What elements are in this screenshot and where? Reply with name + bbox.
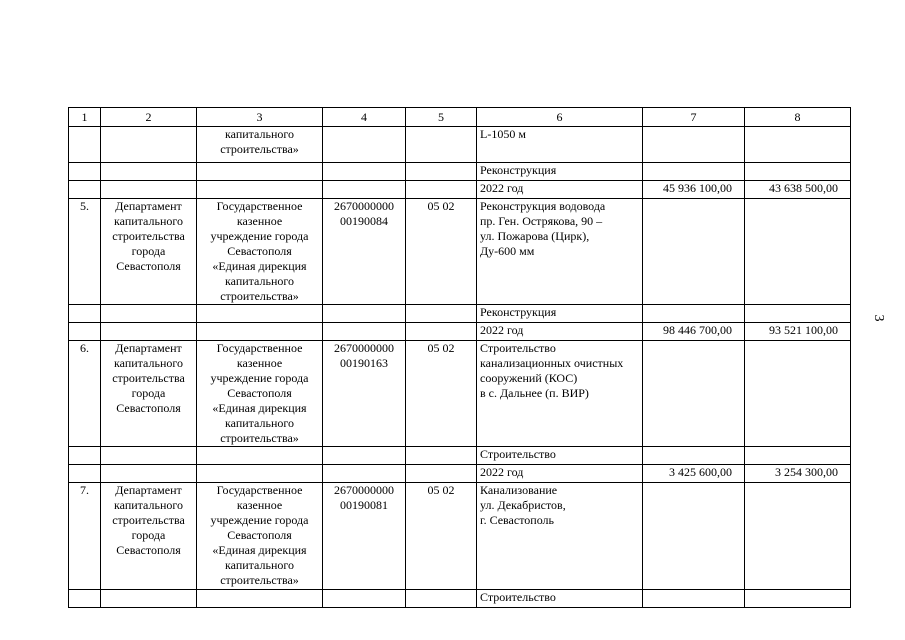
table-cell-2: Департамент капитального строительства города Севастополя <box>101 483 197 590</box>
table-row <box>69 199 851 305</box>
table-cell-2 <box>101 465 197 483</box>
table-cell-6: Реконструкция <box>477 305 643 323</box>
table-cell-7: 45 936 100,00 <box>643 181 745 199</box>
table-cell-3 <box>197 181 323 199</box>
table-cell-4 <box>323 447 406 465</box>
table-row <box>69 447 851 465</box>
col-header: 6 <box>477 108 643 127</box>
table-cell-7 <box>643 447 745 465</box>
table-cell-4 <box>323 465 406 483</box>
table-body <box>69 108 851 608</box>
table-cell-1: 7. <box>69 483 101 590</box>
table-cell-2 <box>101 305 197 323</box>
table-cell-3: капитального строительства» <box>197 127 323 163</box>
table-cell-3 <box>197 447 323 465</box>
table-cell-4 <box>323 590 406 608</box>
table-cell-6: L-1050 м <box>477 127 643 163</box>
table-cell-2: Департамент капитального строительства города Севастополя <box>101 199 197 305</box>
table-cell-5 <box>406 465 477 483</box>
table-cell-1 <box>69 323 101 341</box>
table-cell-1: 6. <box>69 341 101 447</box>
table-cell-3: Государственное казенное учреждение города Севастополя «Единая дирекция капитального строительства» <box>197 341 323 447</box>
table-cell-1 <box>69 465 101 483</box>
table-cell-7 <box>643 127 745 163</box>
table-cell-4 <box>323 305 406 323</box>
table-cell-7 <box>643 483 745 590</box>
table-cell-7 <box>643 590 745 608</box>
col-header: 7 <box>643 108 745 127</box>
table-cell-8: 3 254 300,00 <box>745 465 851 483</box>
table-cell-6: 2022 год <box>477 465 643 483</box>
table-cell-1 <box>69 181 101 199</box>
table-row <box>69 465 851 483</box>
table-cell-5: 05 02 <box>406 483 477 590</box>
table-cell-4: 2670000000 00190081 <box>323 483 406 590</box>
table-cell-2 <box>101 181 197 199</box>
table-cell-5 <box>406 181 477 199</box>
table-cell-6: Канализование ул. Декабристов, г. Севастополь <box>477 483 643 590</box>
table-cell-2 <box>101 127 197 163</box>
table-cell-5: 05 02 <box>406 341 477 447</box>
table-cell-6: Строительство <box>477 590 643 608</box>
table-cell-4 <box>323 323 406 341</box>
table-cell-6: Строительство <box>477 447 643 465</box>
table-cell-8 <box>745 305 851 323</box>
table-cell-6: 2022 год <box>477 323 643 341</box>
table-row <box>69 341 851 447</box>
table-cell-1: 5. <box>69 199 101 305</box>
table-cell-8 <box>745 127 851 163</box>
table-cell-8: 43 638 500,00 <box>745 181 851 199</box>
table-cell-5 <box>406 590 477 608</box>
table-cell-8 <box>745 590 851 608</box>
table-cell-7 <box>643 163 745 181</box>
table-row <box>69 163 851 181</box>
table-cell-8 <box>745 341 851 447</box>
table-cell-2 <box>101 323 197 341</box>
table-row <box>69 305 851 323</box>
table-cell-8 <box>745 447 851 465</box>
table-row <box>69 127 851 163</box>
table-cell-3 <box>197 465 323 483</box>
table-cell-8 <box>745 199 851 305</box>
table-cell-3 <box>197 163 323 181</box>
table-cell-2: Департамент капитального строительства города Севастополя <box>101 341 197 447</box>
table-cell-1 <box>69 590 101 608</box>
header-row <box>69 108 851 127</box>
table-cell-5 <box>406 163 477 181</box>
table-cell-4: 2670000000 00190163 <box>323 341 406 447</box>
table-cell-2 <box>101 590 197 608</box>
table-row <box>69 323 851 341</box>
table-cell-8 <box>745 483 851 590</box>
table-cell-3 <box>197 590 323 608</box>
table-row <box>69 590 851 608</box>
table-cell-4 <box>323 163 406 181</box>
col-header: 5 <box>406 108 477 127</box>
table-cell-4 <box>323 181 406 199</box>
col-header: 3 <box>197 108 323 127</box>
table-cell-1 <box>69 163 101 181</box>
table-cell-5: 05 02 <box>406 199 477 305</box>
table-cell-6: Реконструкция <box>477 163 643 181</box>
table-cell-3: Государственное казенное учреждение города Севастополя «Единая дирекция капитального строительства» <box>197 483 323 590</box>
table-cell-6: Строительство канализационных очистных сооружений (КОС) в с. Дальнее (п. ВИР) <box>477 341 643 447</box>
col-header: 4 <box>323 108 406 127</box>
budget-table <box>68 107 851 608</box>
table-cell-5 <box>406 323 477 341</box>
table-cell-4: 2670000000 00190084 <box>323 199 406 305</box>
table-cell-5 <box>406 127 477 163</box>
table-cell-7 <box>643 341 745 447</box>
table-cell-7 <box>643 305 745 323</box>
table-cell-4 <box>323 127 406 163</box>
table-cell-5 <box>406 305 477 323</box>
col-header: 8 <box>745 108 851 127</box>
table-cell-6: 2022 год <box>477 181 643 199</box>
table-cell-1 <box>69 447 101 465</box>
col-header: 1 <box>69 108 101 127</box>
table-cell-2 <box>101 163 197 181</box>
table-cell-1 <box>69 127 101 163</box>
table-cell-2 <box>101 447 197 465</box>
col-header: 2 <box>101 108 197 127</box>
table-cell-3 <box>197 305 323 323</box>
page-number: 3 <box>871 314 886 322</box>
table-cell-5 <box>406 447 477 465</box>
table-cell-3 <box>197 323 323 341</box>
table-cell-7: 3 425 600,00 <box>643 465 745 483</box>
table-cell-6: Реконструкция водовода пр. Ген. Острякова, 90 – ул. Пожарова (Цирк), Ду-600 мм <box>477 199 643 305</box>
table-cell-7 <box>643 199 745 305</box>
table-cell-3: Государственное казенное учреждение города Севастополя «Единая дирекция капитального строительства» <box>197 199 323 305</box>
table-cell-1 <box>69 305 101 323</box>
table-row <box>69 483 851 590</box>
table-cell-8 <box>745 163 851 181</box>
table-row <box>69 181 851 199</box>
table-cell-7: 98 446 700,00 <box>643 323 745 341</box>
table-cell-8: 93 521 100,00 <box>745 323 851 341</box>
